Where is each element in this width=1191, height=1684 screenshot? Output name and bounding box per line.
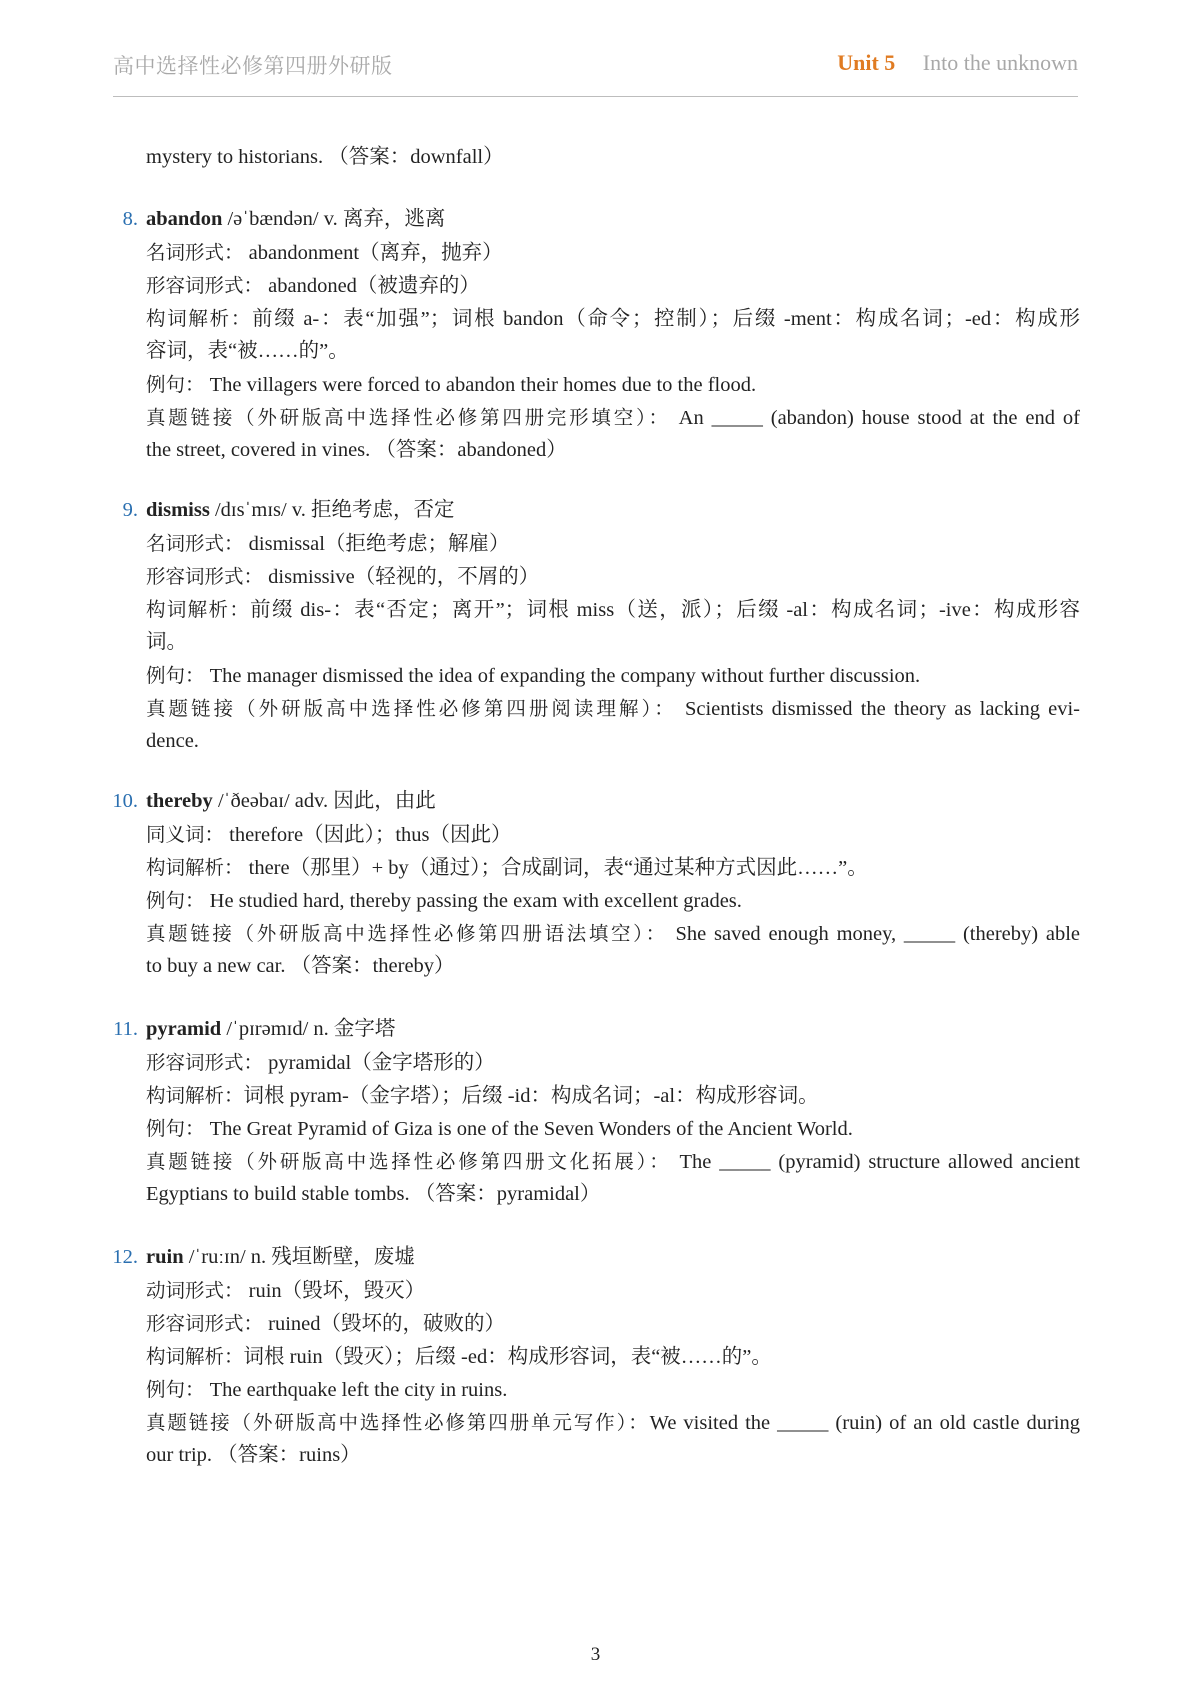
entry-detail-line bbox=[146, 949, 1080, 984]
entry-detail-line bbox=[146, 1045, 1080, 1081]
detail-text: 容词，表“被……的”。 bbox=[146, 340, 349, 362]
entry-detail-line bbox=[146, 883, 1080, 919]
entry-detail-line bbox=[146, 526, 1080, 562]
entry-detail-line bbox=[146, 1111, 1080, 1147]
entry-detail-line bbox=[146, 1405, 1080, 1441]
unit-heading bbox=[837, 50, 1078, 76]
detail-text: Scientists dismissed the theory as lacking evi- bbox=[676, 698, 1080, 720]
entry-number: 10. bbox=[112, 790, 138, 812]
book-title: 高中选择性必修第四册外研版 bbox=[113, 54, 393, 78]
detail-text: therefore（因此）；thus（因此） bbox=[224, 824, 512, 846]
detail-label: 真题链接（外研版高中选择性必修第四册完形填空）： bbox=[146, 406, 671, 429]
entry-headword-line bbox=[146, 202, 445, 237]
pronunciation-definition: /əˈbændən/ v. 离弃，逃离 bbox=[222, 208, 446, 230]
entry-detail-line bbox=[146, 559, 1080, 595]
entry-headword-line bbox=[146, 493, 455, 528]
detail-text: dismissal（拒绝考虑；解雇） bbox=[243, 533, 510, 555]
detail-label: 构词解析： bbox=[146, 1084, 244, 1107]
headword: thereby bbox=[146, 790, 213, 812]
detail-text: 词。 bbox=[146, 631, 187, 653]
entry-detail-line bbox=[146, 1306, 1080, 1342]
entry-detail-line bbox=[146, 301, 1080, 337]
pronunciation-definition: /dɪsˈmɪs/ v. 拒绝考虑，否定 bbox=[209, 499, 455, 521]
detail-text: The earthquake left the city in ruins. bbox=[204, 1379, 508, 1401]
detail-text: The manager dismissed the idea of expanding the company without further discussion. bbox=[204, 665, 921, 687]
entry-detail-line bbox=[146, 1438, 1080, 1473]
pronunciation-definition: /ˈpɪrəmɪd/ n. 金字塔 bbox=[221, 1018, 396, 1040]
entry-headword-line bbox=[146, 1012, 395, 1047]
detail-text: 前缀 a-：表“加强”；词根 bandon（命令；控制）；后缀 -ment：构成名词；-ed：构成形 bbox=[252, 308, 1080, 330]
entry-number: 8. bbox=[122, 208, 138, 230]
entry-detail-line bbox=[146, 592, 1080, 628]
detail-text: 前缀 dis-：表“否定；离开”；词根 miss（送，派）；后缀 -al：构成名词；-ive：构成形容 bbox=[250, 599, 1080, 621]
detail-text: An _____ (abandon) house stood at the end of bbox=[670, 407, 1080, 429]
detail-text: ruin（毁坏，毁灭） bbox=[243, 1280, 426, 1302]
detail-label: 同义词： bbox=[146, 823, 225, 846]
entry-detail-line bbox=[146, 1144, 1080, 1180]
headword: ruin bbox=[146, 1246, 184, 1268]
detail-label: 构词解析： bbox=[146, 1345, 244, 1368]
entry-detail-line bbox=[146, 1177, 1080, 1212]
detail-label: 例句： bbox=[146, 373, 205, 396]
detail-label: 真题链接（外研版高中选择性必修第四册单元写作）： bbox=[146, 1411, 650, 1434]
detail-label: 形容词形式： bbox=[146, 1312, 264, 1335]
entry-detail-line bbox=[146, 817, 1080, 853]
detail-label: 例句： bbox=[146, 1117, 205, 1140]
detail-text: 词根 pyram-（金字塔）；后缀 -id：构成名词；-al：构成形容词。 bbox=[243, 1085, 819, 1107]
page-header bbox=[113, 44, 1078, 97]
detail-label: 形容词形式： bbox=[146, 274, 264, 297]
detail-label: 真题链接（外研版高中选择性必修第四册文化拓展）： bbox=[146, 1150, 672, 1173]
entry-detail-line bbox=[146, 1372, 1080, 1408]
detail-text: the street, covered in vines. （答案：abandoned） bbox=[146, 439, 567, 461]
detail-label: 真题链接（外研版高中选择性必修第四册阅读理解）： bbox=[146, 697, 677, 720]
headword: dismiss bbox=[146, 499, 210, 521]
detail-label: 动词形式： bbox=[146, 1279, 244, 1302]
detail-label: 构词解析： bbox=[146, 307, 253, 330]
entry-number: 12. bbox=[112, 1246, 138, 1268]
entry-detail-line bbox=[146, 400, 1080, 436]
detail-label: 名词形式： bbox=[146, 241, 244, 264]
entry-detail-line bbox=[146, 1273, 1080, 1309]
pronunciation-definition: /ˈruːɪn/ n. 残垣断壁，废墟 bbox=[183, 1246, 415, 1268]
entry-detail-line bbox=[146, 433, 1080, 468]
detail-label: 形容词形式： bbox=[146, 1051, 264, 1074]
entry-headword-line bbox=[146, 1240, 415, 1275]
entry-detail-line bbox=[146, 625, 1080, 660]
headword: pyramid bbox=[146, 1018, 222, 1040]
detail-text: We visited the _____ (ruin) of an old castle during bbox=[649, 1412, 1080, 1434]
pronunciation-definition: /ˈðeəbaɪ/ adv. 因此，由此 bbox=[212, 790, 436, 812]
entry-number: 11. bbox=[113, 1018, 138, 1040]
detail-text: She saved enough money, _____ (thereby) able bbox=[667, 923, 1080, 945]
entry-detail-line bbox=[146, 691, 1080, 727]
entry-detail-line bbox=[146, 1078, 1080, 1114]
entry-detail-line bbox=[146, 334, 1080, 369]
unit-label: Unit 5 bbox=[837, 50, 896, 75]
detail-text: there（那里）+ by（通过）；合成副词，表“通过某种方式因此……”。 bbox=[243, 857, 868, 879]
detail-text: pyramidal（金字塔形的） bbox=[263, 1052, 495, 1074]
entry-number: 9. bbox=[122, 499, 138, 521]
detail-text: to buy a new car. （答案：thereby） bbox=[146, 955, 455, 977]
entry-detail-line bbox=[146, 850, 1080, 886]
entry-detail-line bbox=[146, 235, 1080, 271]
unit-title: Into the unknown bbox=[922, 50, 1078, 75]
detail-text: ruined（毁坏的，破败的） bbox=[263, 1313, 506, 1335]
detail-label: 构词解析： bbox=[146, 856, 244, 879]
detail-label: 真题链接（外研版高中选择性必修第四册语法填空）： bbox=[146, 922, 668, 945]
entry-headword-line bbox=[146, 784, 436, 819]
detail-label: 名词形式： bbox=[146, 532, 244, 555]
detail-text: abandonment（离弃，抛弃） bbox=[243, 242, 503, 264]
detail-text: The Great Pyramid of Giza is one of the Seven Wonders of the Ancient World. bbox=[204, 1118, 853, 1140]
entry-detail-line bbox=[146, 658, 1080, 694]
headword: abandon bbox=[146, 208, 223, 230]
detail-label: 例句： bbox=[146, 1378, 205, 1401]
entry-detail-line bbox=[146, 724, 1080, 759]
detail-label: 构词解析： bbox=[146, 598, 251, 621]
detail-text: dismissive（轻视的，不屑的） bbox=[263, 566, 540, 588]
detail-text: Egyptians to build stable tombs. （答案：pyramidal） bbox=[146, 1183, 601, 1205]
entry-detail-line bbox=[146, 268, 1080, 304]
detail-text: He studied hard, thereby passing the exam with excellent grades. bbox=[204, 890, 742, 912]
detail-text: The villagers were forced to abandon their homes due to the flood. bbox=[204, 374, 757, 396]
entry-detail-line bbox=[146, 367, 1080, 403]
detail-label: 形容词形式： bbox=[146, 565, 264, 588]
detail-label: 例句： bbox=[146, 664, 205, 687]
detail-text: The _____ (pyramid) structure allowed ancient bbox=[671, 1151, 1080, 1173]
detail-text: 词根 ruin（毁灭）；后缀 -ed：构成形容词，表“被……的”。 bbox=[243, 1346, 772, 1368]
entry-detail-line bbox=[146, 916, 1080, 952]
detail-text: abandoned（被遗弃的） bbox=[263, 275, 480, 297]
detail-text: our trip. （答案：ruins） bbox=[146, 1444, 361, 1466]
detail-label: 例句： bbox=[146, 889, 205, 912]
page-number: 3 bbox=[590, 1644, 601, 1665]
entry-detail-line bbox=[146, 1339, 1080, 1375]
continuation-line: mystery to historians. （答案：downfall） bbox=[146, 146, 504, 168]
detail-text: dence. bbox=[146, 730, 199, 752]
